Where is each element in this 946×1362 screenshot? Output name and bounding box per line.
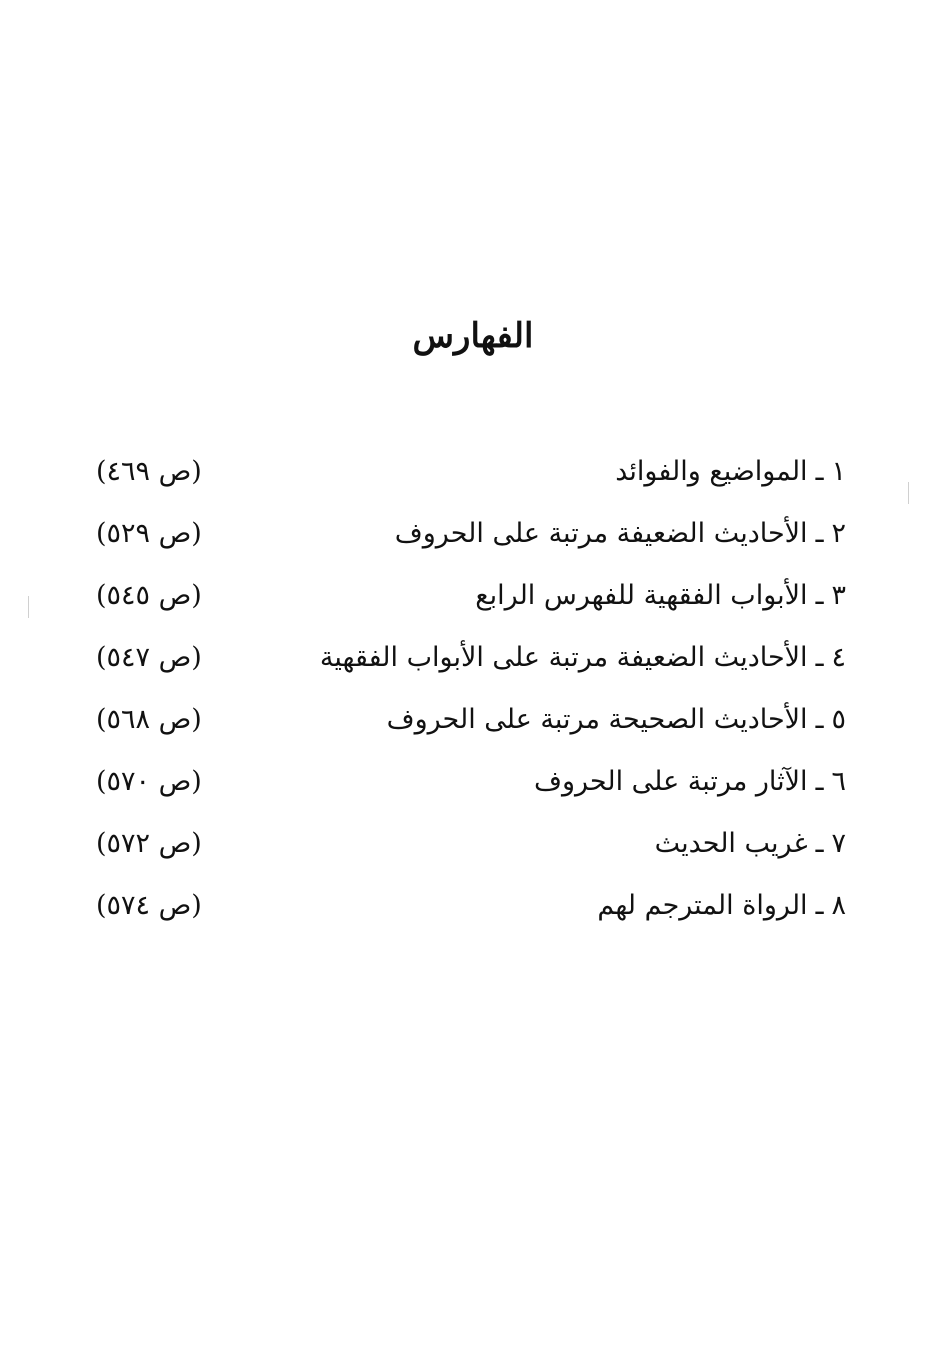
index-entry-5 — [96, 689, 846, 751]
entry-separator: ـ — [815, 642, 824, 673]
index-entry-1 — [96, 441, 846, 503]
entry-number: ٢ — [831, 518, 846, 549]
entry-title — [615, 450, 846, 494]
entry-separator: ـ — [815, 766, 824, 797]
entry-page-ref: (ص ٥٧٤) — [96, 890, 202, 921]
index-list — [96, 441, 846, 937]
index-entry-3 — [96, 565, 846, 627]
entry-separator: ـ — [815, 828, 824, 859]
entry-label: الأحاديث الصحيحة مرتبة على الحروف — [386, 704, 808, 735]
index-entry-8 — [96, 875, 846, 937]
index-entry-6 — [96, 751, 846, 813]
entry-label: الآثار مرتبة على الحروف — [534, 766, 808, 797]
entry-number: ١ — [831, 456, 846, 487]
entry-title — [534, 760, 846, 804]
entry-label: المواضيع والفوائد — [615, 456, 808, 487]
page-title: الفهارس — [412, 316, 534, 356]
entry-separator: ـ — [815, 518, 824, 549]
entry-number: ٨ — [831, 890, 846, 921]
entry-number: ٧ — [831, 828, 846, 859]
index-entry-4 — [96, 627, 846, 689]
index-entry-2 — [96, 503, 846, 565]
entry-separator: ـ — [815, 580, 824, 611]
entry-label: الرواة المترجم لهم — [597, 890, 808, 921]
entry-page-ref: (ص ٤٦٩) — [96, 456, 202, 487]
entry-page-ref: (ص ٥٧٢) — [96, 828, 202, 859]
entry-page-ref: (ص ٥٧٠) — [96, 766, 202, 797]
entry-page-ref: (ص ٥٦٨) — [96, 704, 202, 735]
entry-separator: ـ — [815, 704, 824, 735]
entry-number: ٣ — [831, 580, 846, 611]
entry-label: الأبواب الفقهية للفهرس الرابع — [475, 580, 808, 611]
entry-title — [597, 884, 846, 928]
entry-title — [655, 822, 846, 866]
entry-separator: ـ — [815, 456, 824, 487]
entry-number: ٦ — [831, 766, 846, 797]
entry-page-ref: (ص ٥٤٥) — [96, 580, 202, 611]
entry-title — [475, 574, 846, 618]
entry-page-ref: (ص ٥٤٧) — [96, 642, 202, 673]
entry-label: الأحاديث الضعيفة مرتبة على الأبواب الفقهية — [319, 642, 808, 673]
entry-title — [387, 698, 846, 742]
index-entry-7 — [96, 813, 846, 875]
entry-separator: ـ — [815, 890, 824, 921]
entry-label: غريب الحديث — [654, 828, 808, 859]
entry-page-ref: (ص ٥٢٩) — [96, 518, 202, 549]
entry-title — [320, 636, 846, 680]
entry-number: ٥ — [831, 704, 846, 735]
entry-title — [395, 512, 846, 556]
entry-number: ٤ — [831, 642, 846, 673]
scan-speck — [908, 482, 909, 504]
scan-speck — [28, 596, 29, 618]
entry-label: الأحاديث الضعيفة مرتبة على الحروف — [394, 518, 808, 549]
